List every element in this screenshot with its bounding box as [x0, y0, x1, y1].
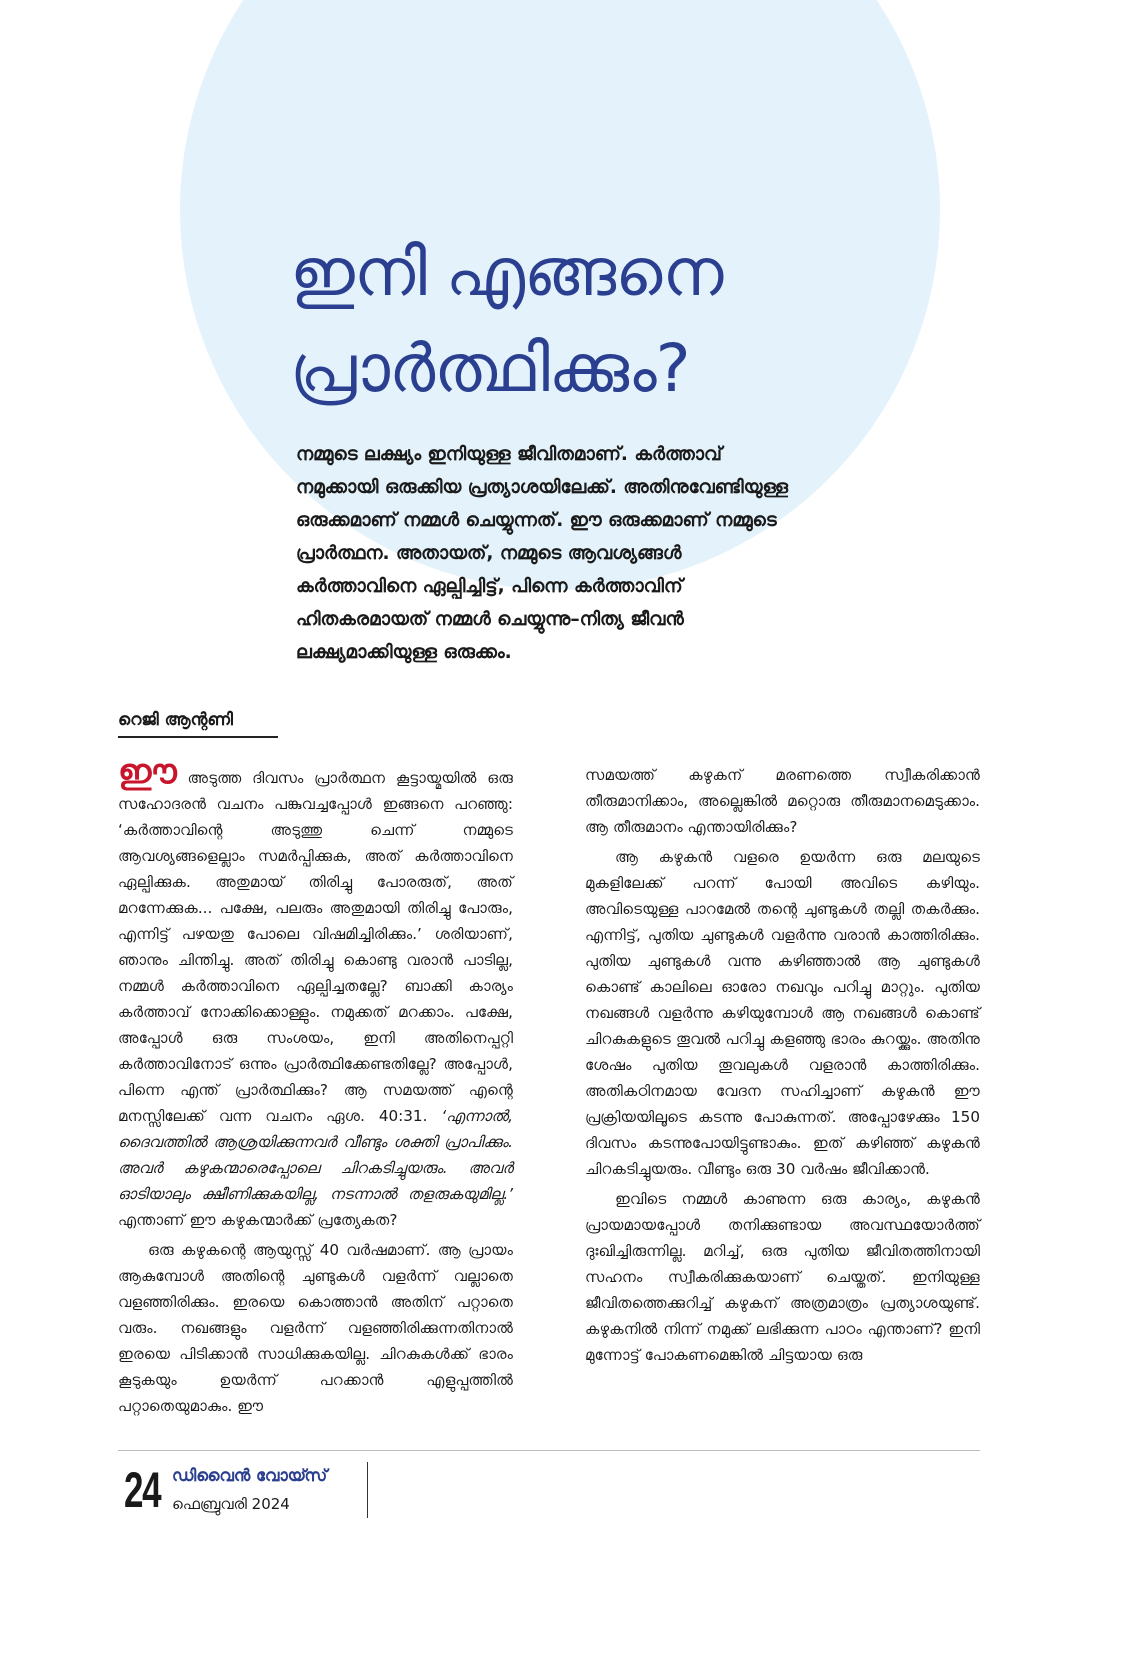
paragraph [118, 752, 513, 1233]
article-title [290, 225, 810, 417]
title-line-1: ഇനി എങ്ങനെ [290, 234, 723, 311]
bible-quote: ‘എന്നാൽ, ദൈവത്തിൽ ആശ്രയിക്കുന്നവർ വീണ്ടും ശക്തി പ്രാപിക്കും. അവർ കഴുകന്മാരെപ്പോലെ ചിറകടിച്ചുയരും. അവർ ഓടിയാലും ക്ഷീണിക്കുകയില്ല, നടന്നാൽ തളരുകയുമില്ല.’ [118, 1107, 513, 1203]
page-number: 24 [124, 1462, 161, 1518]
article-column-right [585, 762, 980, 1368]
drop-cap: ഈ [118, 752, 177, 792]
author-byline: റെജി ആന്റണി [118, 708, 278, 738]
title-line-2: പ്രാർത്ഥിക്കും? [290, 330, 690, 407]
issue-date: ഫെബ്രുവരി 2024 [172, 1495, 290, 1513]
paragraph: ഇവിടെ നമ്മൾ കാണുന്ന ഒരു കാര്യം, കഴുകൻ പ്രായമായപ്പോൾ തനിക്കുണ്ടായ അവസ്ഥയോർത്ത് ദുഃഖിച്ചിരുന്നില്ല. മറിച്ച്, ഒരു പുതിയ ജീവിതത്തിനായി സഹനം സ്വീകരിക്കുകയാണ് ചെയ്തത്. ഇനിയുള്ള ജീവിതത്തെക്കുറിച്ച് കഴുകന് അത്രമാത്രം പ്രത്യാശയുണ്ട്. കഴുകനിൽ നിന്ന് നമുക്ക് ലഭിക്കുന്ന പാഠം എന്താണ്? ഇനി മുന്നോട്ട് പോകണമെങ്കിൽ ചിട്ടയായ ഒരു [585, 1190, 980, 1364]
paragraph: ഒരു കഴുകന്റെ ആയുസ്സ് 40 വർഷമാണ്. ആ പ്രായം ആകുമ്പോൾ അതിന്റെ ചുണ്ടുകൾ വളർന്ന് വല്ലാതെ വളഞ്ഞിരിക്കും. ഇരയെ കൊത്താൻ അതിന് പറ്റാതെ വരും. നഖങ്ങളും വളർന്ന് വളഞ്ഞിരിക്കുന്നതിനാൽ ഇരയെ പിടിക്കാൻ സാധിക്കുകയില്ല. ചിറകുകൾക്ക് ഭാരം കൂടുകയും ഉയർന്ന് പറക്കാൻ എളുപ്പത്തിൽ പറ്റാതെയുമാകും. ഈ [118, 1241, 513, 1415]
paragraph: ആ കഴുകൻ വളരെ ഉയർന്ന ഒരു മലയുടെ മുകളിലേക്ക് പറന്ന് പോയി അവിടെ കഴിയും. അവിടെയുള്ള പാറമേൽ തന്റെ ചുണ്ടുകൾ തല്ലി തകർക്കും. എന്നിട്ട്, പുതിയ ചുണ്ടുകൾ വളർന്നു വരാൻ കാത്തിരിക്കും. പുതിയ ചുണ്ടുകൾ വന്നു കഴിഞ്ഞാൽ ആ ചുണ്ടുകൾ കൊണ്ട് കാലിലെ ഓരോ നഖവും പറിച്ചു മാറ്റും. പുതിയ നഖങ്ങൾ വളർന്നു കഴിയുമ്പോൾ ആ നഖങ്ങൾ കൊണ്ട് ചിറകുകളുടെ തൂവൽ പറിച്ചു കളഞ്ഞു ഭാരം കുറയ്ക്കും. അതിനു ശേഷം പുതിയ തൂവലുകൾ വളരാൻ കാത്തിരിക്കും. അതികഠിനമായ വേദന സഹിച്ചാണ് കഴുകൻ ഈ പ്രക്രിയയിലൂടെ കടന്നു പോകുന്നത്. അപ്പോഴേക്കും 150 ദിവസം കടന്നുപോയിട്ടുണ്ടാകും. ഇത് കഴിഞ്ഞ് കഴുകൻ ചിറകടിച്ചുയരും. വീണ്ടും ഒരു 30 വർഷം ജീവിക്കാൻ. [585, 848, 980, 1178]
footer-rule [118, 1450, 980, 1451]
article-standfirst: നമ്മുടെ ലക്ഷ്യം ഇനിയുള്ള ജീവിതമാണ്. കർത്താവ് നമുക്കായി ഒരുക്കിയ പ്രത്യാശയിലേക്ക്. അതിനുവേണ്ടിയുള്ള ഒരുക്കമാണ് നമ്മൾ ചെയ്യുന്നത്. ഈ ഒരുക്കമാണ് നമ്മുടെ പ്രാർത്ഥന. അതായത്, നമ്മുടെ ആവശ്യങ്ങൾ കർത്താവിനെ ഏല്പിച്ചിട്ട്, പിന്നെ കർത്താവിന് ഹിതകരമായത് നമ്മൾ ചെയ്യുന്നു–നിത്യ ജീവൻ ലക്ഷ്യമാക്കിയുള്ള ഒരുക്കം. [296, 444, 789, 663]
footer-divider [367, 1462, 368, 1518]
paragraph-text: അടുത്ത ദിവസം പ്രാർത്ഥന കൂട്ടായ്മയിൽ ഒരു സഹോദരൻ വചനം പങ്കുവച്ചപ്പോൾ ഇങ്ങനെ പറഞ്ഞു: ‘കർത്താവിന്റെ അടുത്തു ചെന്ന് നമ്മുടെ ആവശ്യങ്ങളെല്ലാം സമർപ്പിക്കുക, അത് കർത്താവിനെ ഏല്പിക്കുക. അതുമായ് തിരിച്ചു പോരരുത്, അത് മറന്നേക്കുക... പക്ഷേ, പലരും അതുമായി തിരിച്ചു പോരും, എന്നിട്ട് പഴയതു പോലെ വിഷമിച്ചിരിക്കും.’ ശരിയാണ്, ഞാനും ചിന്തിച്ചു. അത് തിരിച്ചു കൊണ്ടു വരാൻ പാടില്ല, നമ്മൾ കർത്താവിനെ ഏല്പിച്ചതല്ലേ? ബാക്കി കാര്യം കർത്താവ് നോക്കിക്കൊള്ളും. നമുക്കത് മറക്കാം. പക്ഷേ, അപ്പോൾ ഒരു സംശയം, ഇനി അതിനെപ്പറ്റി കർത്താവിനോട് ഒന്നും പ്രാർത്ഥിക്കേണ്ടതില്ലേ? അപ്പോൾ, പിന്നെ എന്ത് പ്രാർത്ഥിക്കും? ആ സമയത്ത് എന്റെ മനസ്സിലേക്ക് വന്ന വചനം ഏശ. 40:31. [118, 769, 513, 1125]
paragraph-text-end: എന്താണ് ഈ കഴുകന്മാർക്ക് പ്രത്യേകത? [118, 1211, 398, 1229]
paragraph: സമയത്ത് കഴുകന് മരണത്തെ സ്വീകരിക്കാൻ തീരുമാനിക്കാം, അല്ലെങ്കിൽ മറ്റൊരു തീരുമാനമെടുക്കാം. ആ തീരുമാനം എന്തായിരിക്കും? [585, 766, 980, 836]
article-column-left [118, 752, 513, 1419]
magazine-name: ഡിവൈൻ വോയ്സ് [172, 1466, 328, 1485]
